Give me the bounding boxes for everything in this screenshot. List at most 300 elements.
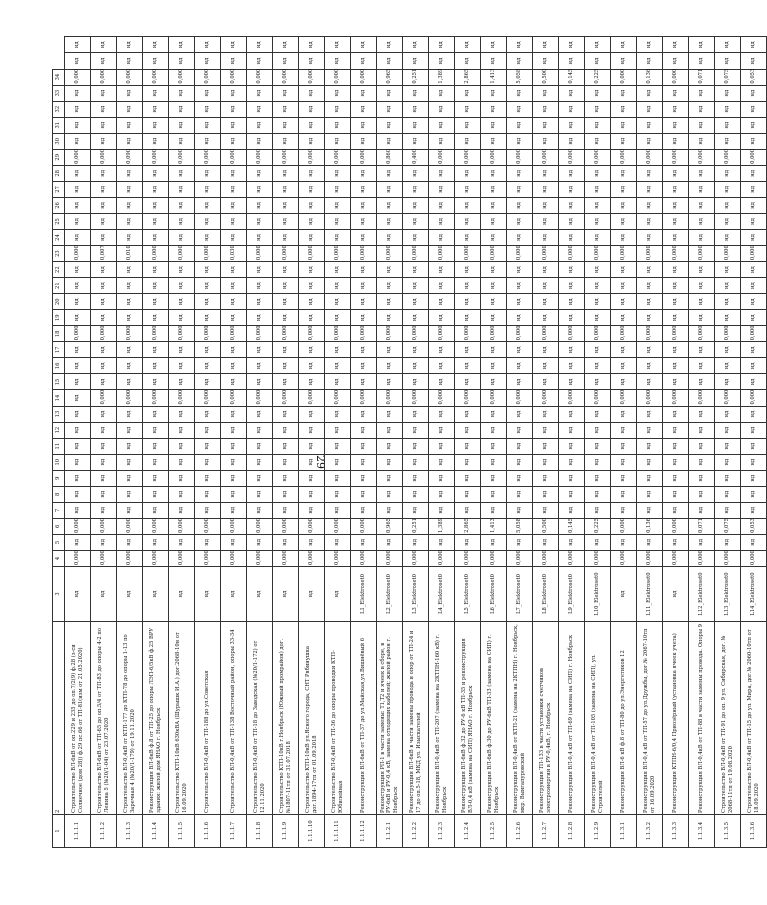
value-cell: нд [455, 278, 481, 294]
value-cell: нд [299, 422, 325, 438]
value-cell: нд [741, 454, 767, 470]
value-cell: нд [507, 294, 533, 310]
value-cell: нд [533, 502, 559, 518]
row-description: Реконструкция ВЛ-6кВ от ТП-37 до ул.Майская,ул.Вишнёвый 6 [351, 622, 377, 815]
table-row [351, 37, 377, 848]
header-cell: 28 [53, 165, 65, 181]
value-cell: нд [741, 310, 767, 326]
value-cell: нд [715, 342, 741, 358]
row-id: 1.1.3.4 [689, 815, 715, 848]
value-cell: 0,000 [507, 149, 533, 165]
value-cell: нд [325, 181, 351, 197]
header-cell: 9 [53, 470, 65, 486]
value-cell: 0,000 [195, 246, 221, 262]
value-cell: нд [585, 101, 611, 117]
value-cell: нд [611, 262, 637, 278]
value-cell: 0,000 [351, 149, 377, 165]
value-cell: нд [143, 310, 169, 326]
value-cell: нд [221, 358, 247, 374]
table-row [481, 37, 507, 848]
value-cell: нд [689, 85, 715, 101]
value-cell: нд [559, 181, 585, 197]
value-cell: нд [585, 230, 611, 246]
value-cell: нд [351, 101, 377, 117]
value-cell: нд [481, 422, 507, 438]
value-cell: 0,000 [611, 390, 637, 406]
value-cell: нд [273, 534, 299, 550]
value-cell: нд [325, 165, 351, 181]
value-cell: нд [299, 438, 325, 454]
header-cell: 18 [53, 326, 65, 342]
value-cell: 0,000 [169, 246, 195, 262]
value-cell: 0,225 [585, 69, 611, 85]
value-cell: нд [559, 502, 585, 518]
value-cell: нд [741, 37, 767, 54]
value-cell: нд [637, 165, 663, 181]
value-cell: нд [429, 117, 455, 133]
value-cell: нд [377, 310, 403, 326]
value-cell: нд [169, 53, 195, 69]
value-cell: нд [637, 278, 663, 294]
value-cell: нд [455, 454, 481, 470]
value-cell: нд [663, 406, 689, 422]
value-cell: нд [91, 486, 117, 502]
value-cell: нд [195, 53, 221, 69]
value-cell: нд [377, 454, 403, 470]
value-cell: нд [351, 294, 377, 310]
value-cell: нд [351, 85, 377, 101]
value-cell: нд [559, 454, 585, 470]
value-cell: нд [221, 197, 247, 213]
value-cell: нд [455, 310, 481, 326]
value-cell: 0,000 [481, 326, 507, 342]
value-cell: 0,000 [65, 246, 91, 262]
value-cell: нд [507, 534, 533, 550]
value-cell: нд [585, 262, 611, 278]
value-cell: нд [195, 230, 221, 246]
value-cell: нд [611, 438, 637, 454]
value-cell: нд [169, 486, 195, 502]
value-cell: нд [403, 262, 429, 278]
value-cell: нд [663, 85, 689, 101]
value-cell: нд [403, 534, 429, 550]
value-cell: 5,058 [507, 69, 533, 85]
value-cell: нд [429, 422, 455, 438]
value-cell: нд [507, 230, 533, 246]
value-cell: нд [637, 37, 663, 54]
value-cell: 0,000 [663, 550, 689, 566]
value-cell: нд [741, 181, 767, 197]
value-cell: 0,000 [247, 518, 273, 534]
value-cell: нд [533, 230, 559, 246]
row-id: 1.1.2.6 [507, 815, 533, 848]
value-cell: 2,865 [455, 69, 481, 85]
value-cell: нд [533, 37, 559, 54]
value-cell: нд [403, 165, 429, 181]
value-cell: нд [559, 294, 585, 310]
value-cell: нд [65, 486, 91, 502]
value-cell: 0,000 [611, 246, 637, 262]
value-cell: нд [663, 486, 689, 502]
value-cell: нд [507, 181, 533, 197]
value-cell: нд [299, 294, 325, 310]
value-cell: нд [663, 262, 689, 278]
value-cell: нд [91, 165, 117, 181]
value-cell: нд [585, 454, 611, 470]
value-cell: нд [611, 406, 637, 422]
value-cell: 0,000 [65, 518, 91, 534]
value-cell: нд [533, 197, 559, 213]
value-cell: нд [221, 342, 247, 358]
value-cell: нд [299, 213, 325, 229]
header-cell: 13 [53, 406, 65, 422]
value-cell: нд [117, 181, 143, 197]
value-cell: нд [325, 197, 351, 213]
value-cell: нд [455, 53, 481, 69]
value-cell: 0,030 [221, 246, 247, 262]
value-cell: нд [143, 454, 169, 470]
value-cell: нд [65, 534, 91, 550]
value-cell: нд [585, 133, 611, 149]
row-description: Реконструкция ВЛ-0,4кВ от ТП-88 в части замены провода. Опоры 9 [689, 622, 715, 815]
row-code: L14_Elektroset0 [741, 567, 767, 622]
value-cell: нд [715, 165, 741, 181]
value-cell: нд [559, 101, 585, 117]
row-description: Строительство ВЛ-0,4кВ от ТП-18 до Заводская (№20/1-172) от 12.11.2020 [247, 622, 273, 815]
value-cell: 0,000 [65, 326, 91, 342]
value-cell: 0,000 [351, 69, 377, 85]
value-cell: нд [585, 165, 611, 181]
value-cell: нд [273, 294, 299, 310]
value-cell: 0,000 [481, 390, 507, 406]
value-cell: 0,000 [299, 390, 325, 406]
value-cell: 0,000 [689, 390, 715, 406]
value-cell: нд [325, 85, 351, 101]
value-cell: нд [351, 53, 377, 69]
value-cell: нд [221, 486, 247, 502]
value-cell: нд [143, 101, 169, 117]
value-cell: нд [689, 358, 715, 374]
value-cell: 0,000 [91, 550, 117, 566]
row-description: Строительство ВЛ-0,4кВ от ТП-188 до ул.Советская [195, 622, 221, 815]
value-cell: нд [247, 438, 273, 454]
value-cell: нд [689, 181, 715, 197]
value-cell: нд [91, 374, 117, 390]
value-cell: нд [299, 230, 325, 246]
value-cell: 0,000 [247, 326, 273, 342]
value-cell: нд [481, 470, 507, 486]
value-cell: нд [455, 117, 481, 133]
row-code: нд [299, 567, 325, 622]
row-code: нд [65, 567, 91, 622]
value-cell: нд [715, 438, 741, 454]
value-cell: нд [533, 342, 559, 358]
row-code: нд [663, 567, 689, 622]
value-cell: нд [507, 470, 533, 486]
value-cell: нд [117, 310, 143, 326]
row-id: 1.1.3.2 [637, 815, 663, 848]
value-cell: нд [715, 502, 741, 518]
value-cell: нд [637, 406, 663, 422]
value-cell: нд [637, 101, 663, 117]
value-cell: нд [559, 262, 585, 278]
table-row [299, 37, 325, 848]
value-cell: нд [663, 117, 689, 133]
value-cell: нд [611, 310, 637, 326]
value-cell: нд [455, 165, 481, 181]
value-cell: нд [221, 181, 247, 197]
value-cell: 0,000 [195, 326, 221, 342]
row-description: Реконструкция ВЛ-0,4 кВ от ТП-57 до ул.Дружбы, дог.№ 2067-10тп от 16.09.2020 [637, 622, 663, 815]
header-cell: 1 [53, 815, 65, 848]
value-cell: нд [715, 470, 741, 486]
value-cell: 0,090 [117, 149, 143, 165]
value-cell: нд [143, 486, 169, 502]
value-cell: нд [169, 534, 195, 550]
value-cell: нд [117, 406, 143, 422]
value-cell: нд [741, 294, 767, 310]
value-cell: нд [169, 422, 195, 438]
row-description: Реконструкция ВЛ-0,4кВ от ТП-207 (замена на 2КТПН-160 кВ) г. Ноябрьск [429, 622, 455, 815]
value-cell: нд [689, 133, 715, 149]
value-cell: нд [403, 85, 429, 101]
value-cell: нд [143, 230, 169, 246]
value-cell: 0,000 [325, 518, 351, 534]
value-cell: 0,000 [637, 550, 663, 566]
table-row [585, 37, 611, 848]
value-cell: нд [533, 101, 559, 117]
value-cell: 0,000 [689, 326, 715, 342]
value-cell: нд [663, 294, 689, 310]
value-cell: нд [611, 197, 637, 213]
value-cell: нд [351, 406, 377, 422]
value-cell: 0,000 [351, 326, 377, 342]
value-cell: нд [65, 390, 91, 406]
value-cell: нд [299, 454, 325, 470]
value-cell: нд [377, 213, 403, 229]
value-cell: нд [169, 374, 195, 390]
value-cell: нд [429, 262, 455, 278]
value-cell: нд [585, 117, 611, 133]
value-cell: нд [221, 101, 247, 117]
value-cell: нд [611, 53, 637, 69]
value-cell: нд [247, 422, 273, 438]
value-cell: 0,000 [663, 246, 689, 262]
row-description: Строительство ВЛ-0,4кВ от ТП-138 Восточный район, опоры 33-34 [221, 622, 247, 815]
value-cell: нд [117, 85, 143, 101]
value-cell: 0,000 [455, 326, 481, 342]
value-cell: нд [559, 85, 585, 101]
value-cell: нд [169, 438, 195, 454]
value-cell: нд [689, 422, 715, 438]
value-cell: нд [481, 53, 507, 69]
value-cell: нд [273, 85, 299, 101]
value-cell: нд [143, 181, 169, 197]
row-id: 1.1.3.3 [663, 815, 689, 848]
row-code: L10_Elektroset0 [585, 567, 611, 622]
value-cell: нд [429, 278, 455, 294]
value-cell: нд [507, 197, 533, 213]
value-cell: нд [169, 406, 195, 422]
value-cell: нд [299, 85, 325, 101]
value-cell: нд [143, 53, 169, 69]
row-code: нд [611, 567, 637, 622]
table-row [247, 37, 273, 848]
value-cell: нд [351, 37, 377, 54]
value-cell: нд [143, 213, 169, 229]
value-cell: нд [741, 278, 767, 294]
row-id: 1.1.3.6 [741, 815, 767, 848]
value-cell: нд [221, 262, 247, 278]
value-cell: нд [91, 534, 117, 550]
value-cell: 0,000 [247, 246, 273, 262]
header-cell: 16 [53, 358, 65, 374]
row-code: L11_Elektroset0 [637, 567, 663, 622]
value-cell: нд [143, 37, 169, 54]
value-cell: нд [429, 37, 455, 54]
value-cell: нд [741, 374, 767, 390]
value-cell: нд [169, 310, 195, 326]
value-cell: нд [325, 262, 351, 278]
header-cell: 32 [53, 101, 65, 117]
value-cell: нд [429, 85, 455, 101]
value-cell: 0,000 [143, 246, 169, 262]
value-cell: нд [169, 213, 195, 229]
value-cell: нд [117, 197, 143, 213]
value-cell: нд [689, 534, 715, 550]
value-cell: нд [585, 53, 611, 69]
value-cell: 0,000 [533, 390, 559, 406]
value-cell: нд [533, 374, 559, 390]
value-cell: нд [195, 534, 221, 550]
value-cell: 0,000 [585, 149, 611, 165]
value-cell: нд [533, 53, 559, 69]
value-cell: 0,000 [585, 550, 611, 566]
row-code: нд [325, 567, 351, 622]
value-cell: нд [663, 342, 689, 358]
value-cell: 0,000 [455, 390, 481, 406]
value-cell: нд [455, 502, 481, 518]
value-cell: нд [585, 406, 611, 422]
value-cell: нд [65, 438, 91, 454]
value-cell: нд [637, 230, 663, 246]
table-row [377, 37, 403, 848]
value-cell: нд [377, 37, 403, 54]
value-cell: нд [455, 85, 481, 101]
value-cell: нд [637, 502, 663, 518]
value-cell: нд [169, 230, 195, 246]
value-cell: 0,000 [429, 326, 455, 342]
value-cell: 0,000 [663, 390, 689, 406]
value-cell: 0,000 [325, 326, 351, 342]
value-cell: нд [143, 294, 169, 310]
value-cell: 0,000 [195, 550, 221, 566]
value-cell: 0,000 [299, 550, 325, 566]
value-cell: нд [247, 310, 273, 326]
value-cell: 0,000 [585, 246, 611, 262]
value-cell: нд [715, 422, 741, 438]
value-cell: нд [481, 294, 507, 310]
value-cell: нд [195, 197, 221, 213]
value-cell: нд [273, 53, 299, 69]
value-cell: нд [455, 534, 481, 550]
value-cell: нд [117, 470, 143, 486]
value-cell: нд [65, 181, 91, 197]
value-cell: нд [637, 213, 663, 229]
value-cell: нд [585, 278, 611, 294]
value-cell: 0,000 [247, 69, 273, 85]
value-cell: нд [611, 101, 637, 117]
value-cell: нд [689, 454, 715, 470]
header-cell: 5 [53, 534, 65, 550]
value-cell: нд [455, 358, 481, 374]
value-cell: нд [507, 278, 533, 294]
value-cell: нд [637, 181, 663, 197]
value-cell: 0,000 [481, 550, 507, 566]
value-cell: нд [559, 310, 585, 326]
value-cell: нд [247, 342, 273, 358]
value-cell: нд [325, 486, 351, 502]
value-cell: нд [299, 197, 325, 213]
value-cell: нд [91, 37, 117, 54]
value-cell: нд [507, 374, 533, 390]
value-cell: нд [559, 358, 585, 374]
value-cell: 0,000 [559, 149, 585, 165]
value-cell: нд [403, 486, 429, 502]
value-cell: нд [91, 133, 117, 149]
value-cell: нд [351, 278, 377, 294]
value-cell: 0,000 [299, 518, 325, 534]
value-cell: нд [117, 486, 143, 502]
value-cell: нд [559, 53, 585, 69]
value-cell: нд [585, 37, 611, 54]
value-cell: 0,000 [195, 518, 221, 534]
value-cell: нд [247, 133, 273, 149]
table-row [637, 37, 663, 848]
value-cell: нд [429, 470, 455, 486]
value-cell: нд [195, 101, 221, 117]
header-cell: 29 [53, 149, 65, 165]
table-row [195, 37, 221, 848]
value-cell: 0,000 [611, 326, 637, 342]
value-cell: нд [65, 310, 91, 326]
value-cell: 0,000 [611, 69, 637, 85]
value-cell: нд [689, 101, 715, 117]
row-description: Строительство ВЛ-0,4кВ от КТП-177 до КТП-78 до опоры 1-13 по Заречная 4 (№20/1-179) от 19.11.2020 [117, 622, 143, 815]
value-cell: 0,075 [715, 518, 741, 534]
value-cell: нд [611, 181, 637, 197]
value-cell: нд [559, 165, 585, 181]
value-cell: 0,000 [247, 550, 273, 566]
value-cell: 0,000 [715, 326, 741, 342]
value-cell: нд [715, 486, 741, 502]
value-cell: 0,000 [91, 518, 117, 534]
value-cell: нд [559, 117, 585, 133]
value-cell: нд [481, 358, 507, 374]
value-cell: нд [65, 53, 91, 69]
value-cell: нд [611, 374, 637, 390]
value-cell: 0,000 [221, 326, 247, 342]
value-cell: нд [221, 117, 247, 133]
value-cell: нд [325, 213, 351, 229]
row-id: 1.1.1.12 [351, 815, 377, 848]
value-cell: нд [117, 37, 143, 54]
value-cell: нд [195, 85, 221, 101]
value-cell: нд [325, 230, 351, 246]
header-cell: 27 [53, 181, 65, 197]
value-cell: 0,000 [637, 390, 663, 406]
value-cell: нд [351, 470, 377, 486]
